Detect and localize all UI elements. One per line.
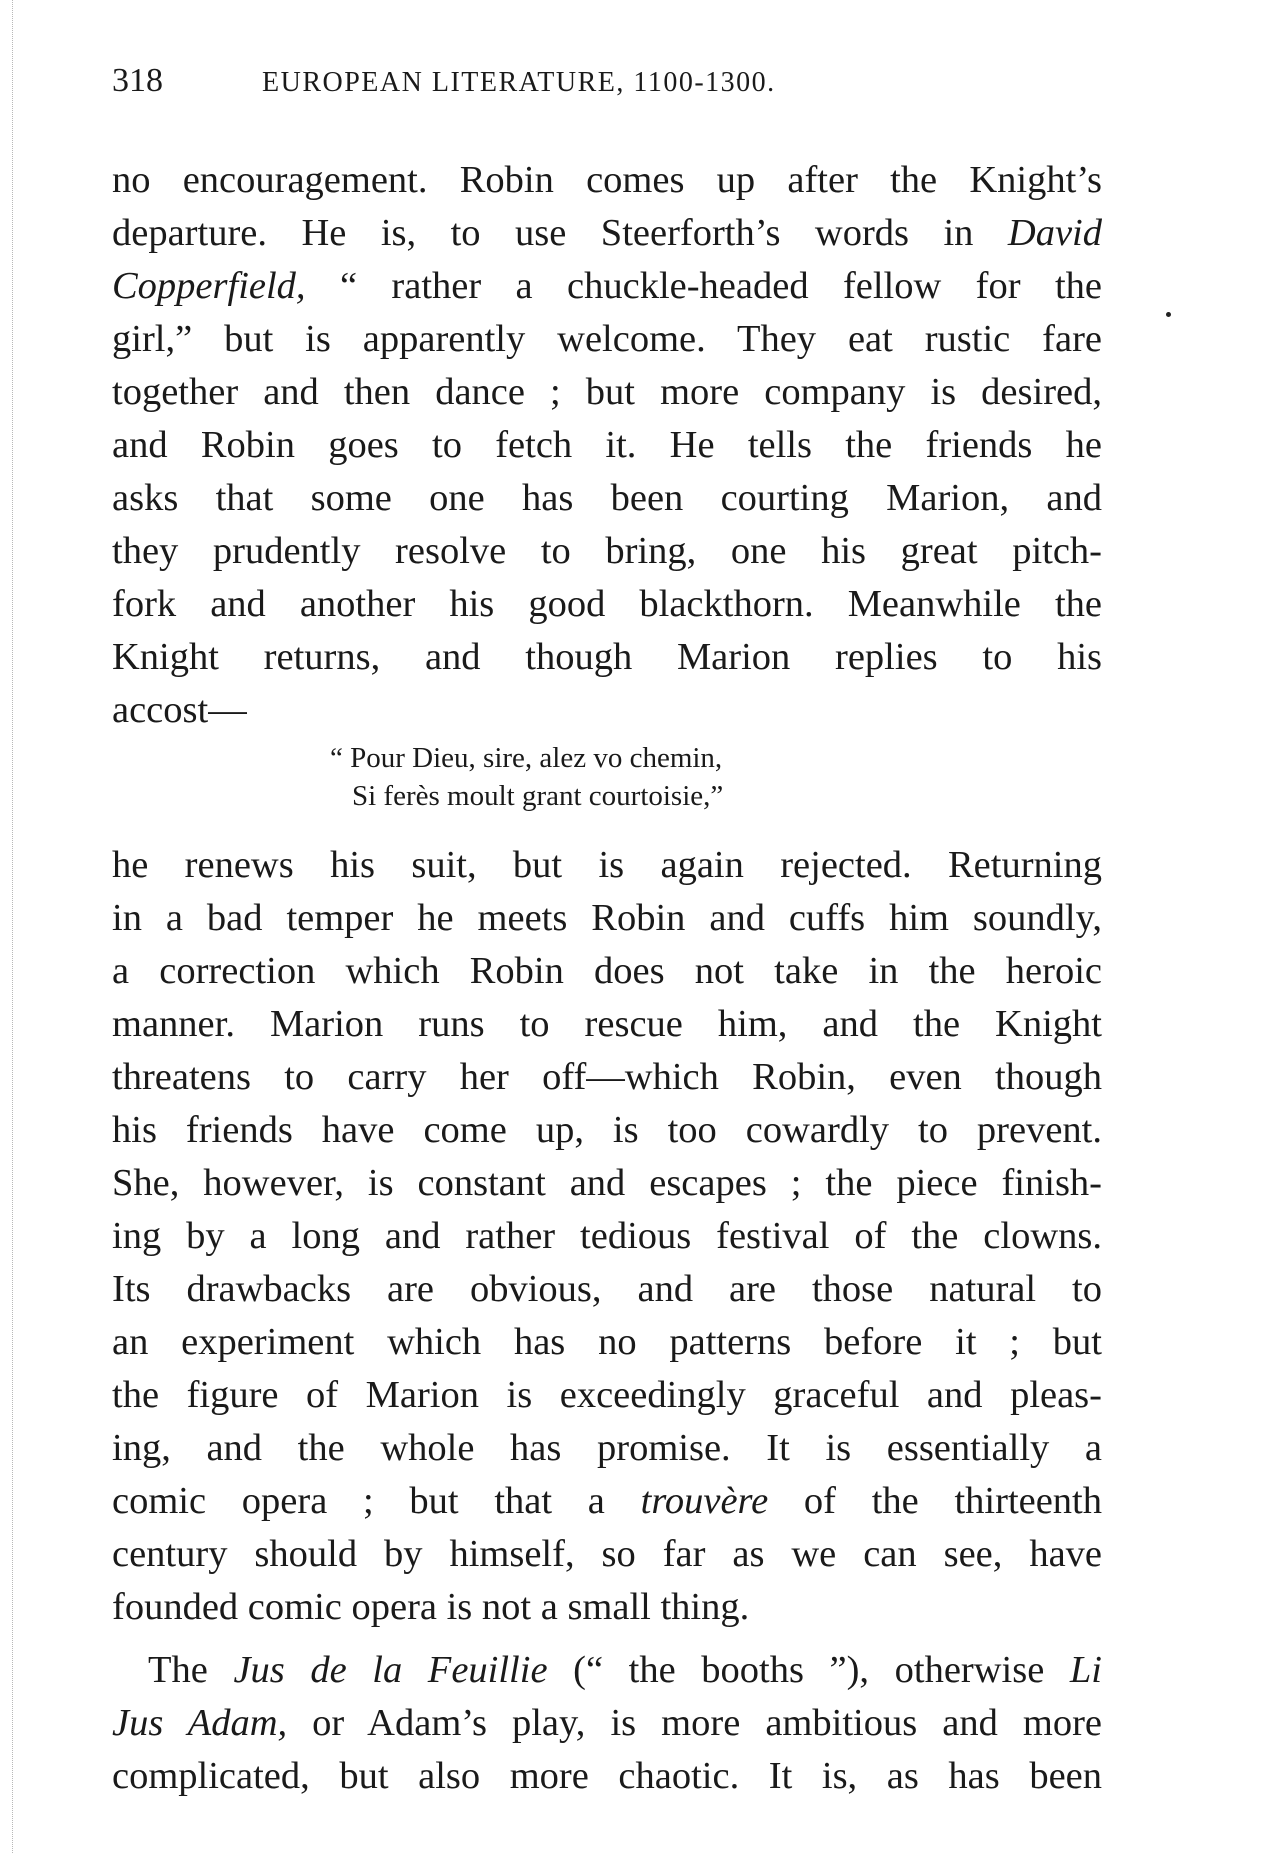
text-line [112, 839, 1102, 892]
text-run: Knight returns, and though Marion replies to his [112, 636, 1102, 678]
text-run: complicated, but also more chaotic. It is, as has been [112, 1755, 1102, 1797]
text-line [112, 1475, 1102, 1528]
text-line [112, 1581, 1102, 1634]
text-line [112, 366, 1102, 419]
text-run: asks that some one has been courting Marion, and [112, 477, 1102, 519]
paragraph [112, 154, 1102, 737]
text-line [112, 525, 1102, 578]
text-run: he renews his suit, but is again rejected. Returning [112, 844, 1102, 886]
italic-run: Copperfield, [112, 265, 306, 307]
text-run: The [148, 1649, 234, 1691]
text-run: manner. Marion runs to rescue him, and the Knight [112, 1003, 1102, 1045]
text-line [112, 1210, 1102, 1263]
text-run: together and then dance ; but more company is desired, [112, 371, 1102, 413]
text-line [112, 892, 1102, 945]
text-line [112, 1750, 1102, 1803]
text-line [112, 419, 1102, 472]
text-line [112, 1369, 1102, 1422]
text-run: Its drawbacks are obvious, and are those natural to [112, 1268, 1102, 1310]
text-line [112, 1157, 1102, 1210]
text-run: departure. He is, to use Steerforth’s words in [112, 212, 1008, 254]
text-run: an experiment which has no patterns before it ; but [112, 1321, 1102, 1363]
italic-run: Li [1069, 1649, 1102, 1691]
text-run: “ rather a chuckle-headed fellow for the [305, 265, 1102, 307]
italic-run: Jus de la Feuillie [233, 1649, 548, 1691]
text-run: no encouragement. Robin comes up after the Knight’s [112, 159, 1102, 201]
text-run: threatens to carry her off—which Robin, even though [112, 1056, 1102, 1098]
book-page [112, 62, 1102, 1803]
text-line [112, 578, 1102, 631]
verse-line: “ Pour Dieu, sire, alez vo chemin, [330, 742, 723, 774]
paragraph [112, 839, 1102, 1634]
page-number: 318 [112, 62, 163, 99]
italic-run: Jus Adam, [112, 1702, 288, 1744]
text-run: accost— [112, 689, 247, 731]
text-run: founded comic opera is not a small thing. [112, 1586, 750, 1628]
text-line [112, 684, 1102, 737]
body-text [112, 154, 1102, 1803]
text-line [112, 207, 1102, 260]
text-run: comic opera ; but that a [112, 1480, 641, 1522]
paragraph [112, 1644, 1102, 1803]
italic-run: trouvère [640, 1480, 769, 1522]
text-line [112, 1528, 1102, 1581]
text-line [112, 945, 1102, 998]
running-title: EUROPEAN LITERATURE, 1100-1300. [262, 67, 776, 98]
text-run: of the thirteenth [768, 1480, 1102, 1522]
text-line [112, 1263, 1102, 1316]
text-run: his friends have come up, is too cowardly to prevent. [112, 1109, 1102, 1151]
verse-line: Si ferès moult grant courtoisie,” [352, 780, 724, 812]
text-line [112, 154, 1102, 207]
margin-rule [12, 0, 13, 1853]
ink-speck [1166, 312, 1171, 317]
text-line [112, 1644, 1102, 1697]
text-line [112, 1104, 1102, 1157]
text-line [112, 472, 1102, 525]
text-run: century should by himself, so far as we can see, have [112, 1533, 1102, 1575]
text-run: a correction which Robin does not take in the heroic [112, 950, 1102, 992]
text-run: ing, and the whole has promise. It is essentially a [112, 1427, 1102, 1469]
text-line [112, 1051, 1102, 1104]
text-run: the figure of Marion is exceedingly graceful and pleas- [112, 1374, 1102, 1416]
text-run: She, however, is constant and escapes ; the piece finish- [112, 1162, 1102, 1204]
text-run: or Adam’s play, is more ambitious and more [287, 1702, 1102, 1744]
text-line [112, 1697, 1102, 1750]
italic-run: David [1007, 212, 1102, 254]
text-run: fork and another his good blackthorn. Meanwhile the [112, 583, 1102, 625]
text-line [112, 998, 1102, 1051]
running-head [112, 62, 1102, 122]
text-line [112, 631, 1102, 684]
text-run: they prudently resolve to bring, one his great pitch- [112, 530, 1102, 572]
verse-quotation [112, 739, 1102, 815]
text-line [112, 313, 1102, 366]
text-run: and Robin goes to fetch it. He tells the friends he [112, 424, 1102, 466]
text-line [112, 1316, 1102, 1369]
text-run: (“ the booths ”), otherwise [547, 1649, 1070, 1691]
text-line [112, 1422, 1102, 1475]
text-line [112, 260, 1102, 313]
text-run: in a bad temper he meets Robin and cuffs him soundly, [112, 897, 1102, 939]
text-run: girl,” but is apparently welcome. They eat rustic fare [112, 318, 1102, 360]
text-run: ing by a long and rather tedious festival of the clowns. [112, 1215, 1102, 1257]
